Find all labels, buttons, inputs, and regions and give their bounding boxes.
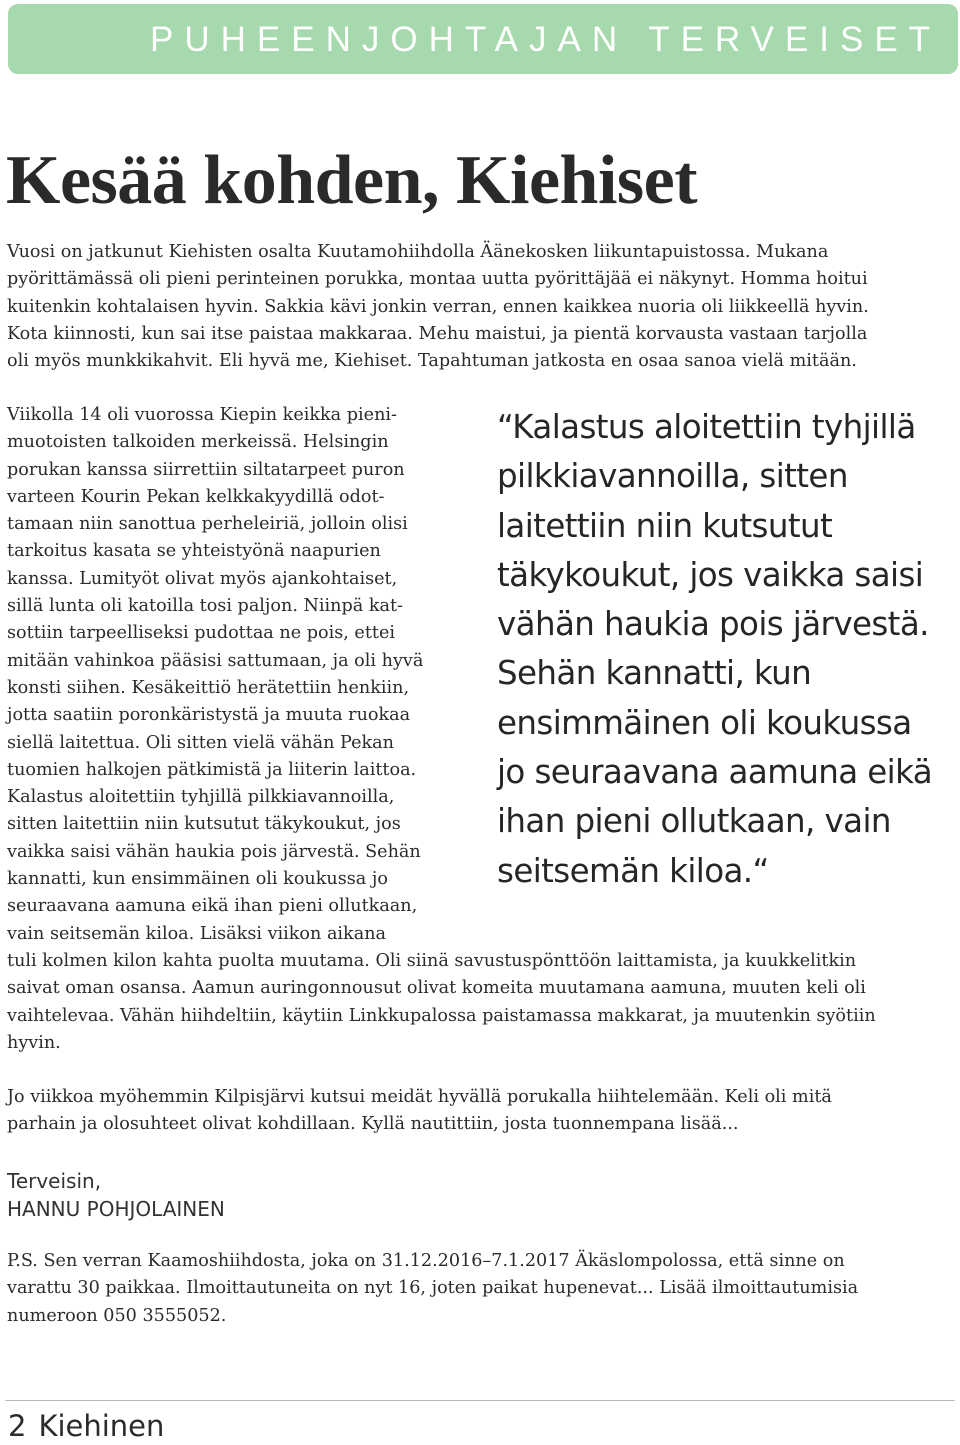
pull-quote-line: pilkkiavannoilla, sitten	[497, 457, 848, 496]
text-line: hyvin.	[7, 1032, 61, 1053]
pull-quote-line: Sehän kannatti, kun	[497, 654, 812, 693]
text-line: numeroon 050 3555052.	[7, 1305, 227, 1326]
article-title: Kesää kohden, Kiehiset	[6, 142, 698, 219]
text-line: porukan kanssa siirrettiin siltatarpeet puron	[7, 459, 405, 480]
text-line: oli myös munkkikahvit. Eli hyvä me, Kiehiset. Tapahtuman jatkosta en osaa sanoa vielä mitään.	[7, 351, 857, 372]
text-line: siellä laitettua. Oli sitten vielä vähän Pekan	[7, 732, 394, 753]
greeting: Terveisin,	[7, 1169, 102, 1193]
pull-quote-line: “Kalastus aloitettiin tyhjillä	[497, 408, 916, 446]
text-line: tamaan niin sanottua perheleiriä, jolloin olisi	[7, 514, 408, 535]
pull-quote-line: laitettiin niin kutsutut	[497, 506, 833, 545]
text-line: tuomien halkojen pätkimistä ja liiterin laittoa.	[7, 759, 417, 780]
text-line: parhain ja olosuhteet olivat kohdillaan. Kyllä nautittiin, josta tuonnempana lisää...	[7, 1114, 739, 1135]
text-line: jotta saatiin poronkäristystä ja muuta ruokaa	[7, 705, 411, 726]
text-line: sillä lunta oli katoilla tosi paljon. Niinpä kat-	[7, 596, 403, 617]
continuation-paragraph	[7, 948, 876, 1057]
text-line: tarkoitus kasata se yhteistyönä naapurien	[7, 541, 381, 562]
text-line: muotoisten talkoiden merkeissä. Helsingin	[7, 432, 389, 453]
text-line: vain seitsemän kiloa. Lisäksi viikon aikana	[7, 923, 387, 944]
pull-quote-line: seitsemän kiloa.“	[497, 851, 769, 890]
text-line: konsti siihen. Kesäkeittiö herätettiin henkiin,	[7, 677, 410, 698]
page-number: 2	[8, 1409, 27, 1443]
text-line: sitten laitettiin niin kutsutut täkykoukut, jos	[7, 814, 401, 835]
text-line: Vuosi on jatkunut Kiehisten osalta Kuutamohiihdolla Äänekosken liikuntapuistossa. Mukana	[7, 242, 829, 262]
text-line: varattu 30 paikkaa. Ilmoittautuneita on nyt 16, joten paikat hupenevat... Lisää ilmoittautumisia	[7, 1278, 859, 1299]
text-line: Kalastus aloitettiin tyhjillä pilkkiavannoilla,	[7, 787, 395, 808]
kilpisjarvi-paragraph	[7, 1084, 832, 1139]
text-line: saivat oman osansa. Aamun auringonnousut olivat komeita muutamana aamuna, muuten keli oli	[7, 978, 866, 999]
text-line: kanssa. Lumityöt olivat myös ajankohtaiset,	[7, 568, 398, 589]
intro-paragraph	[7, 239, 869, 375]
text-line: P.S. Sen verran Kaamoshiihdosta, joka on 31.12.2016–7.1.2017 Äkäslompolossa, että sinne on	[7, 1251, 845, 1271]
text-line: Kota kiinnosti, kun sai itse paistaa makkaraa. Mehu maistui, ja pientä korvausta vastaan tarjolla	[7, 323, 868, 344]
ps-paragraph	[7, 1248, 858, 1330]
text-line: Viikolla 14 oli vuorossa Kiepin keikka pieni-	[7, 405, 397, 425]
section-banner-label: PUHEENJOHTAJAN TERVEISET	[150, 19, 942, 59]
text-line: sottiin tarpeelliseksi pudottaa ne pois, ettei	[7, 623, 396, 644]
section-banner	[8, 4, 958, 74]
text-line: vaikka saisi vähän haukia pois järvestä. Sehän	[7, 841, 421, 862]
pull-quote-line: täkykoukut, jos vaikka saisi	[497, 555, 924, 594]
text-line: pyörittämässä oli pieni perinteinen porukka, montaa uutta pyörittäjää ei näkynyt. Homma hoitui	[7, 269, 868, 290]
text-line: vaihtelevaa. Vähän hiihdeltiin, käytiin Linkkupalossa paistamassa makkarat, ja muutenkin syötiin	[7, 1005, 876, 1026]
footer-divider	[5, 1400, 955, 1401]
pull-quote-line: jo seuraavana aamuna eikä	[497, 753, 933, 792]
text-line: varteen Kourin Pekan kelkkakyydillä odot-	[7, 486, 385, 507]
text-line: mitään vahinkoa pääsisi sattumaan, ja oli hyvä	[7, 650, 424, 671]
pull-quote	[497, 403, 932, 896]
text-line: seuraavana aamuna eikä ihan pieni ollutkaan,	[7, 896, 418, 917]
pull-quote-line: ihan pieni ollutkaan, vain	[497, 802, 891, 841]
kiepin-keikka-column	[7, 402, 423, 948]
pull-quote-line: ensimmäinen oli koukussa	[497, 703, 912, 742]
text-line: kuitenkin kohtalaisen hyvin. Sakkia kävi jonkin verran, ennen kaikkea nuoria oli liikkeellä hyvin.	[7, 296, 869, 317]
text-line: Jo viikkoa myöhemmin Kilpisjärvi kutsui meidät hyvällä porukalla hiihtelemään. Keli oli mitä	[7, 1087, 832, 1107]
pull-quote-line: vähän haukia pois järvestä.	[497, 605, 929, 644]
page-footer	[8, 1407, 164, 1445]
text-line: tuli kolmen kilon kahta puolta muutama. Oli siinä savustuspönttöön laittamista, ja kuukkelitkin	[7, 951, 857, 971]
publication-name: Kiehinen	[38, 1409, 165, 1443]
text-line: kannatti, kun ensimmäinen oli koukussa jo	[7, 869, 388, 890]
author-name: HANNU POHJOLAINEN	[7, 1197, 225, 1221]
